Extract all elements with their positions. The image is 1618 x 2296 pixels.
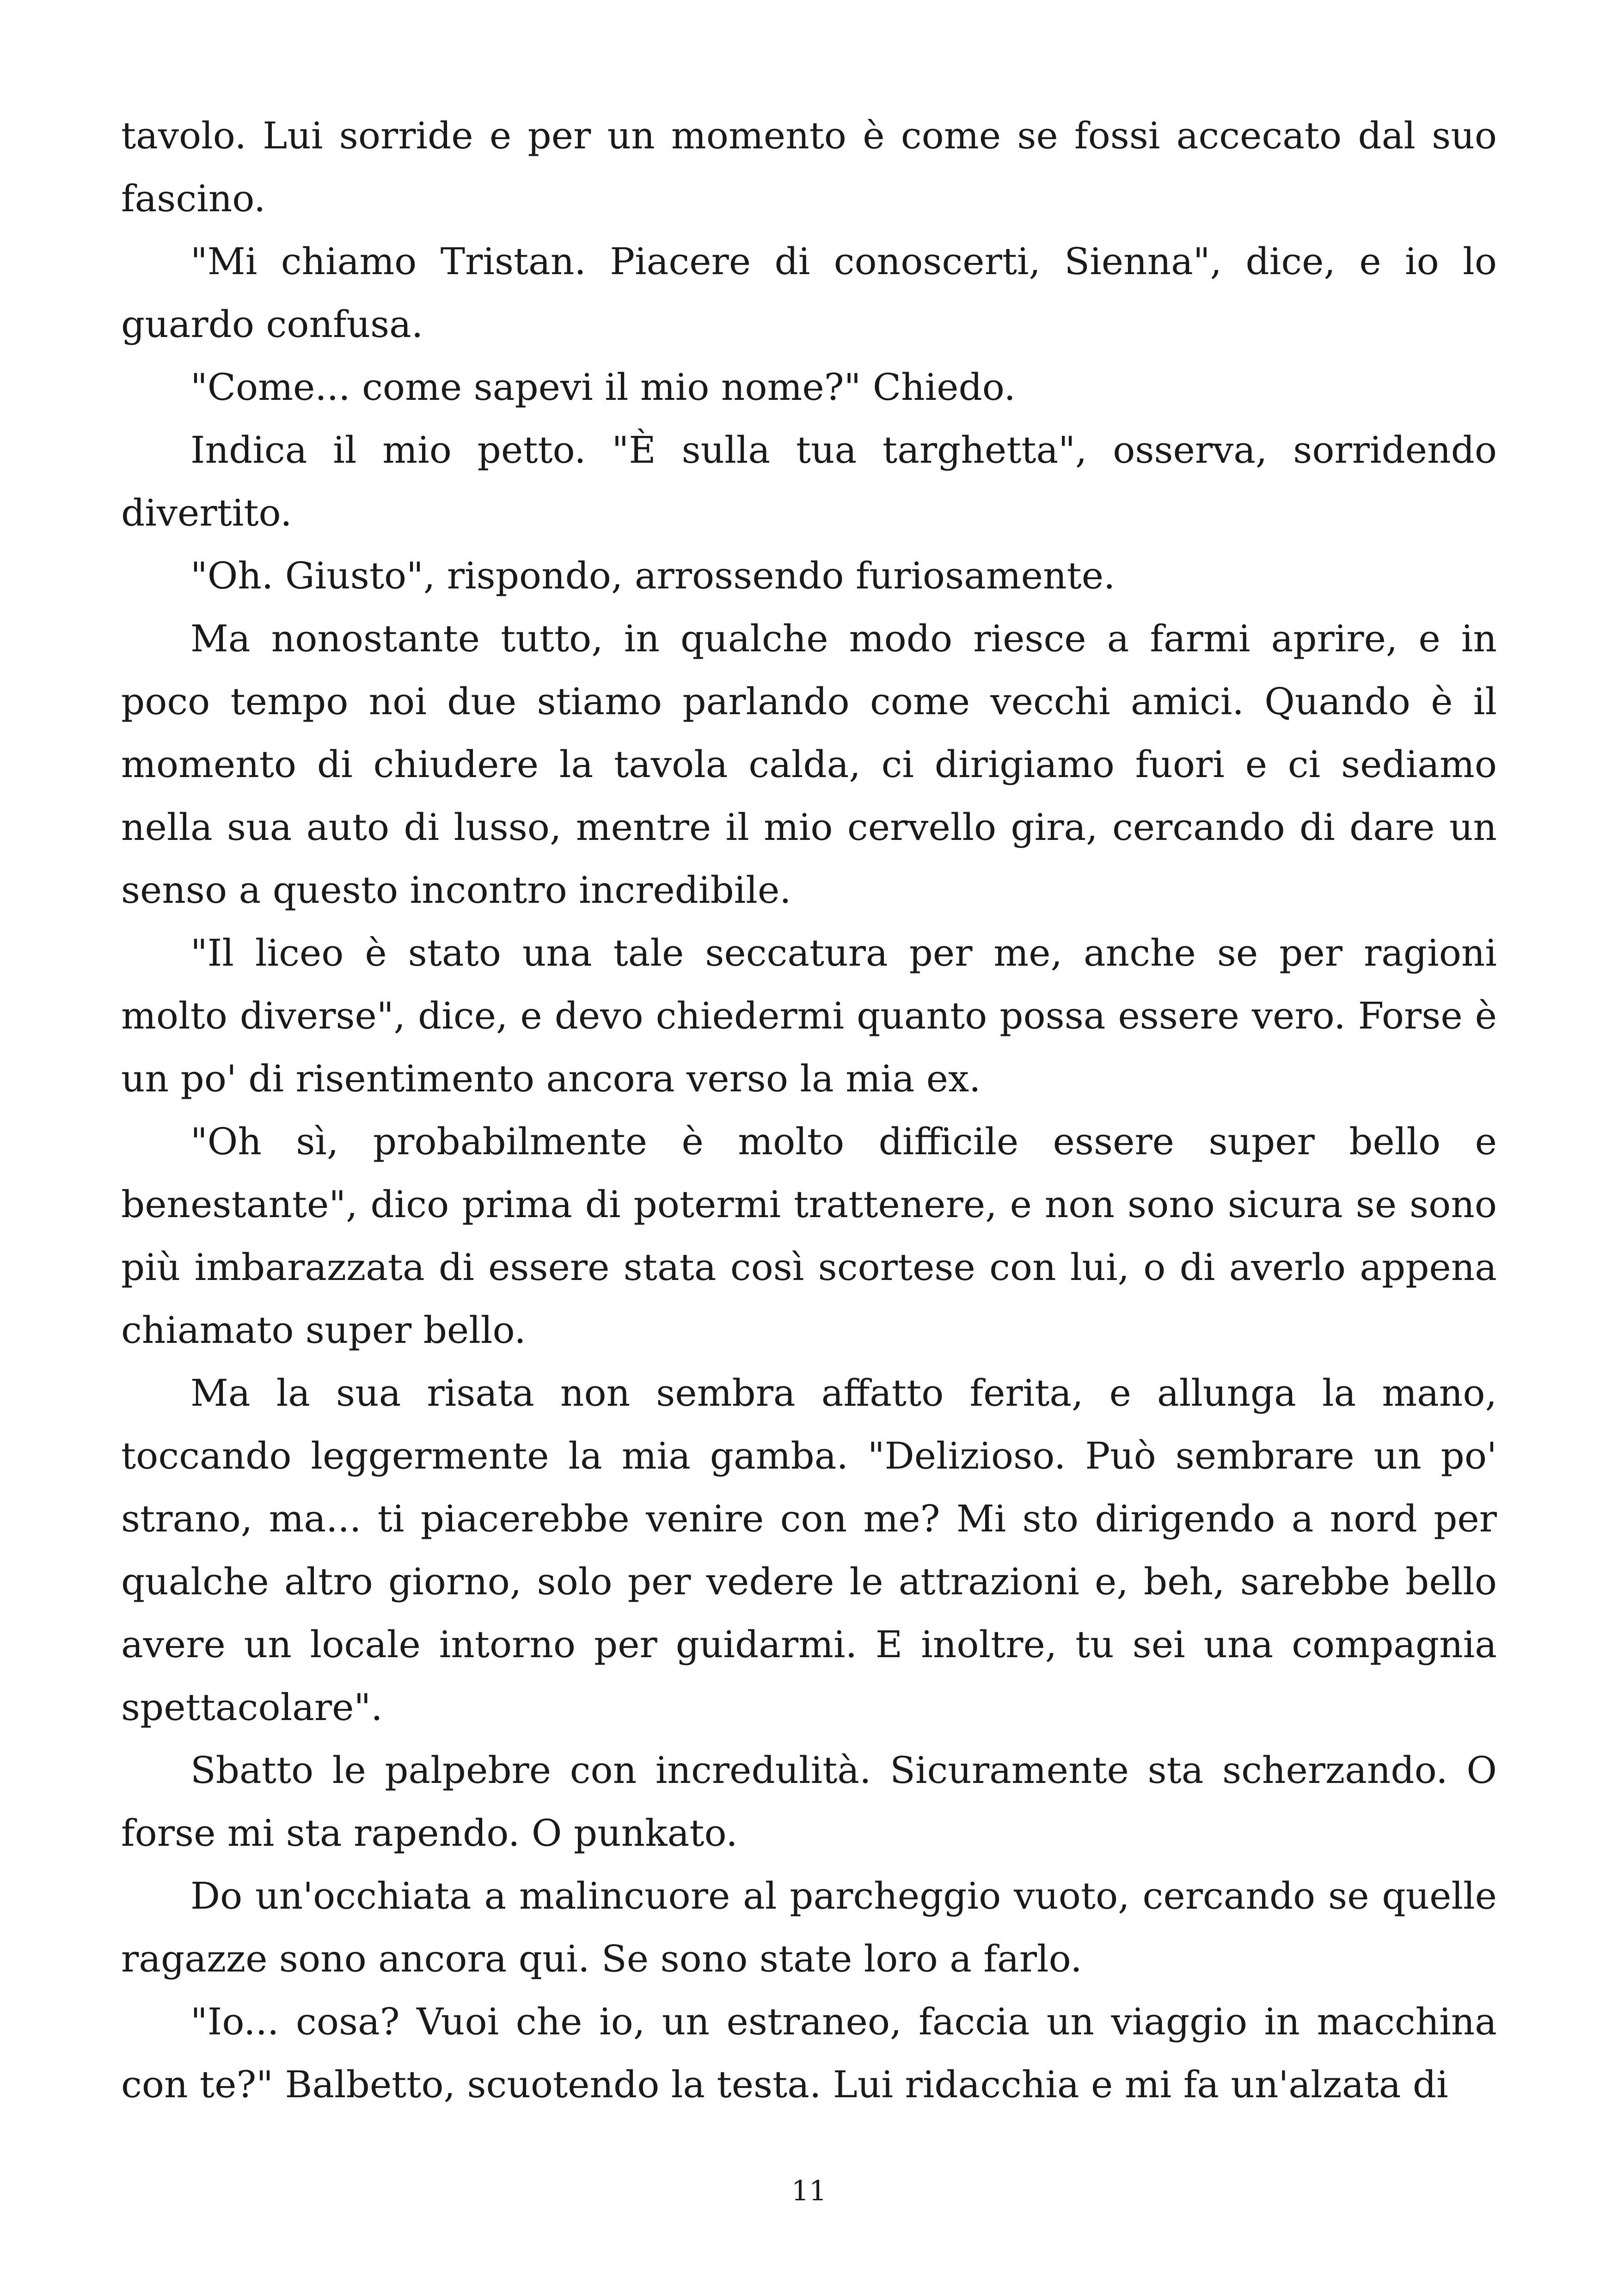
- paragraph-3: "Come... come sapevi il mio nome?" Chiedo.: [190, 366, 1016, 409]
- paragraph-12: "Io... cosa? Vuoi che io, un estraneo, faccia un viaggio in macchina con te?" Balbetto, scuotendo la testa. Lui ridacchia e mi fa un'alzata di: [121, 2000, 1497, 2106]
- body-text: [121, 104, 1497, 2116]
- paragraph-7: "Il liceo è stato una tale seccatura per me, anche se per ragioni molto diverse", dice, e devo chiedermi quanto possa essere vero. Forse è un po' di risentimento ancora verso la mia ex.: [121, 931, 1497, 1100]
- paragraph-10: Sbatto le palpebre con incredulità. Sicuramente sta scherzando. O forse mi sta rapendo. O punkato.: [121, 1749, 1497, 1855]
- paragraph-9: Ma la sua risata non sembra affatto ferita, e allunga la mano, toccando leggermente la mia gamba. "Delizioso. Può sembrare un po' strano, ma... ti piacerebbe venire con me? Mi sto dirigendo a nord per qualche altro giorno, solo per vedere le attrazioni e, beh, sarebbe bello avere un locale intorno per guidarmi. E inoltre, tu sei una compagnia spettacolare".: [121, 1371, 1497, 1729]
- paragraph-8: "Oh sì, probabilmente è molto difficile essere super bello e benestante", dico prima di potermi trattenere, e non sono sicura se sono più imbarazzata di essere stata così scortese con lui, o di averlo appena chiamato super bello.: [121, 1120, 1497, 1352]
- page-number: 11: [791, 2175, 827, 2207]
- paragraph-4: Indica il mio petto. "È sulla tua targhetta", osserva, sorridendo divertito.: [121, 429, 1497, 534]
- paragraph-2: "Mi chiamo Tristan. Piacere di conoscerti, Sienna", dice, e io lo guardo confusa.: [121, 240, 1497, 346]
- paragraph-1: tavolo. Lui sorride e per un momento è come se fossi accecato dal suo fascino.: [121, 114, 1497, 220]
- paragraph-5: "Oh. Giusto", rispondo, arrossendo furiosamente.: [190, 554, 1115, 597]
- paragraph-11: Do un'occhiata a malincuore al parcheggio vuoto, cercando se quelle ragazze sono ancora qui. Se sono state loro a farlo.: [121, 1874, 1497, 1980]
- paragraph-6: Ma nonostante tutto, in qualche modo riesce a farmi aprire, e in poco tempo noi due stiamo parlando come vecchi amici. Quando è il momento di chiudere la tavola calda, ci dirigiamo fuori e ci sediamo nella sua auto di lusso, mentre il mio cervello gira, cercando di dare un senso a questo incontro incredibile.: [121, 617, 1497, 912]
